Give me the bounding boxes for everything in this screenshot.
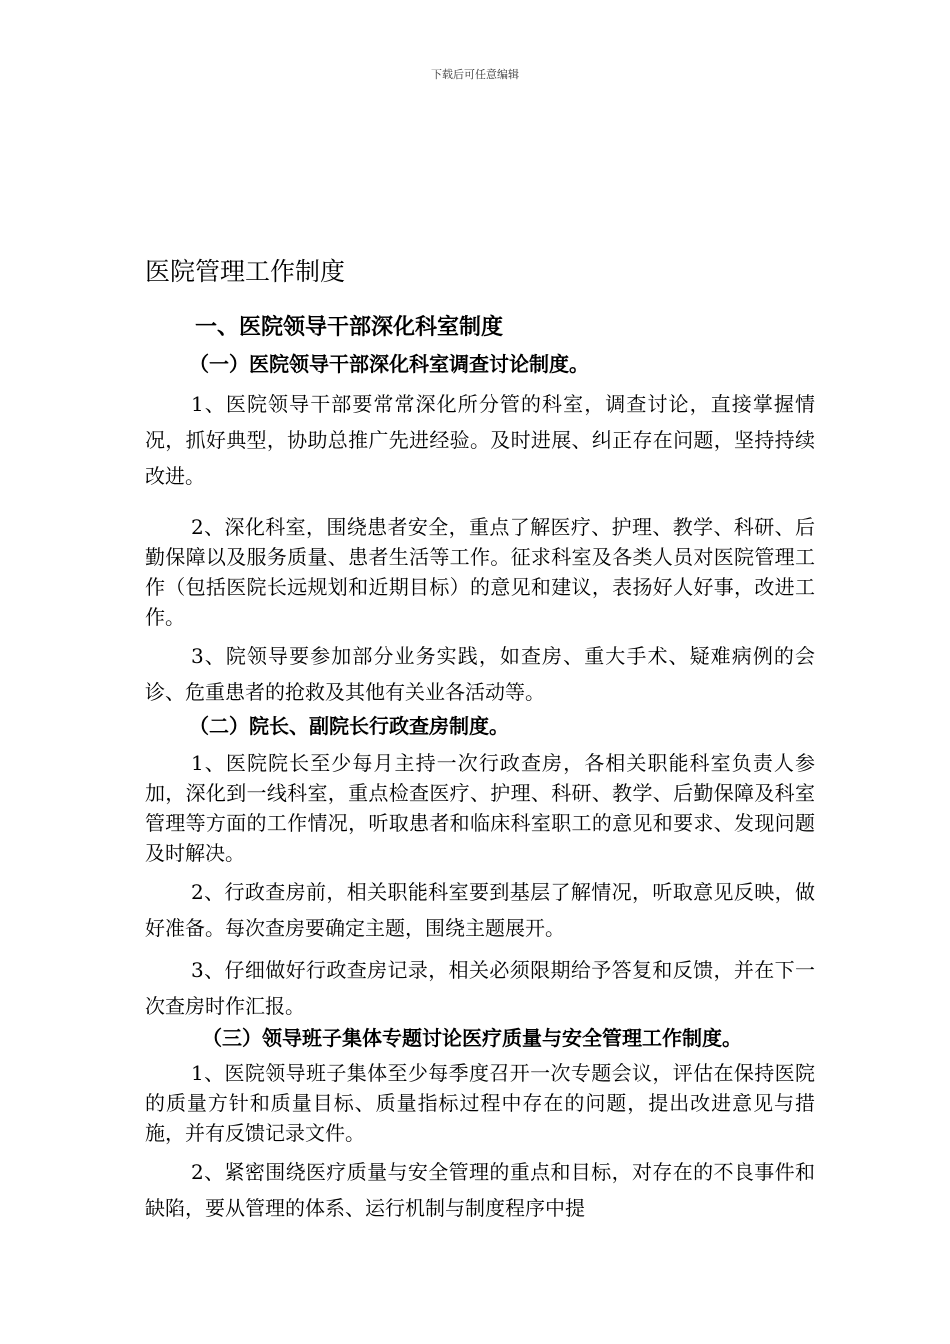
section-heading: 一、医院领导干部深化科室制度	[195, 314, 504, 340]
header-note: 下载后可任意编辑	[431, 68, 519, 81]
paragraph: 1、医院院长至少每月主持一次行政查房，各相关职能科室负责人参加，深化到一线科室，重点检查医疗、护理、科研、教学、后勤保障及科室管理等方面的工作情况，听取患者和临床科室职工的意见和要求、发现问题及时解决。	[145, 751, 815, 865]
document-title: 医院管理工作制度	[145, 257, 346, 286]
subsection-heading: （二）院长、副院长行政查房制度。	[189, 714, 509, 738]
document-body	[145, 252, 815, 1226]
paragraph: 1、医院领导干部要常常深化所分管的科室，调查讨论，直接掌握情况，抓好典型，协助总推广先进经验。及时进展、纠正存在问题，坚持持续改进。	[145, 392, 815, 488]
paragraph: 2、行政查房前，相关职能科室要到基层了解情况，听取意见反映，做好准备。每次查房要确定主题，围绕主题展开。	[145, 880, 815, 940]
subsection-heading: （三）领导班子集体专题讨论医疗质量与安全管理工作制度。	[202, 1026, 742, 1050]
paragraph: 2、紧密围绕医疗质量与安全管理的重点和目标，对存在的不良事件和缺陷，要从管理的体系、运行机制与制度程序中提	[145, 1160, 815, 1220]
paragraph: 3、院领导要参加部分业务实践，如查房、重大手术、疑难病例的会诊、危重患者的抢救及其他有关业各活动等。	[145, 644, 815, 704]
paragraph: 1、医院领导班子集体至少每季度召开一次专题会议，评估在保持医院的质量方针和质量目标、质量指标过程中存在的问题，提出改进意见与措施，并有反馈记录文件。	[145, 1061, 815, 1145]
subsection-heading: （一）医院领导干部深化科室调查讨论制度。	[189, 352, 589, 376]
paragraph: 3、仔细做好行政查房记录，相关必须限期给予答复和反馈，并在下一次查房时作汇报。	[145, 958, 815, 1018]
paragraph: 2、深化科室，围绕患者安全，重点了解医疗、护理、教学、科研、后勤保障以及服务质量、患者生活等工作。征求科室及各类人员对医院管理工作（包括医院长远规划和近期目标）的意见和建议，表扬好人好事，改进工作。	[145, 515, 815, 629]
